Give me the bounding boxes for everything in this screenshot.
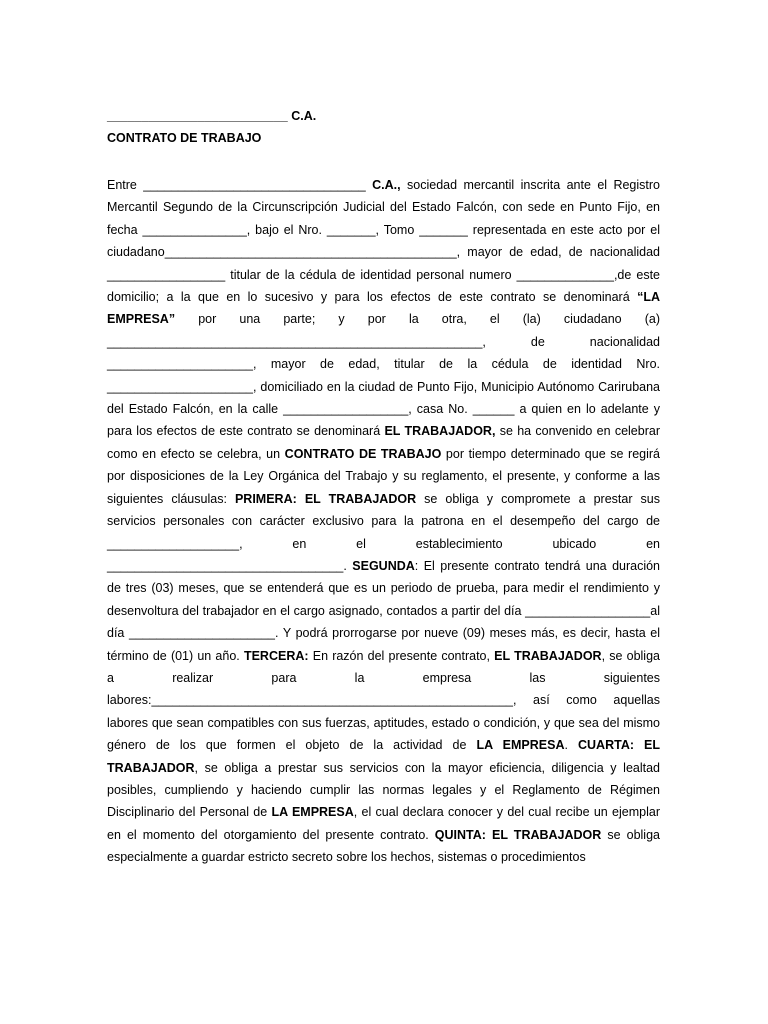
paragraph-text: se obliga y compromete a prestar sus servicios personales con carácter exclusivo para la patrona en el desempeño del cargo de ___________________, en el establecimiento ubicado en __________________________________. bbox=[107, 491, 660, 573]
paragraph-text: , se obliga a realizar para la empresa las siguientes labores:____________________________________________________, así como aquellas labores que sean compatibles con sus fuerzas, aptitudes, estado o condición, y que sea del mismo género de los que formen el objeto de la actividad de bbox=[107, 648, 660, 753]
bold-term: EL TRABAJADOR bbox=[494, 648, 602, 663]
paragraph-text: por una parte; y por la otra, el (la) ciudadano (a) ______________________________________________________, de nacionalidad _____________________, mayor de edad, titular de la cédula de identidad Nro. _____________________, domiciliado en la ciudad de Punto Fijo, Municipio Autónomo Carirubana del Estado Falcón, en la calle __________________, casa No. ______ a quien en lo adelante y para los efectos de este contrato se denominará bbox=[107, 312, 660, 439]
company-header: __________________________ C.A. bbox=[107, 109, 317, 123]
bold-term: QUINTA: EL TRABAJADOR bbox=[434, 827, 602, 842]
bold-term: CONTRATO DE TRABAJO bbox=[284, 446, 442, 461]
paragraph-text: , se obliga a prestar sus servicios con la mayor eficiencia, diligencia y lealtad posibles, cumpliendo y haciendo cumplir las normas legales y el Reglamento de Régimen Disciplinario del Personal de bbox=[107, 760, 660, 820]
paragraph-text: se obliga especialmente a guardar estricto secreto sobre los hechos, sistemas o procedimientos bbox=[107, 827, 660, 865]
bold-term: “LA EMPRESA” bbox=[107, 290, 660, 327]
bold-term: LA EMPRESA bbox=[271, 805, 354, 820]
paragraph-text: En razón del presente contrato, bbox=[308, 648, 495, 663]
bold-term: SEGUNDA bbox=[352, 558, 415, 573]
contract-body bbox=[107, 174, 660, 869]
paragraph-text: se ha convenido en celebrar como en efecto se celebra, un bbox=[107, 424, 660, 461]
paragraph-text: por tiempo determinado que se regirá por disposiciones de la Ley Orgánica del Trabajo y su reglamento, el presente, y conforme a las siguientes cláusulas: bbox=[107, 446, 660, 506]
paragraph-text: . bbox=[564, 738, 578, 753]
document-title: CONTRATO DE TRABAJO bbox=[107, 131, 262, 145]
paragraph-text: : El presente contrato tendrá una duración de tres (03) meses, que se entenderá que es un periodo de prueba, para medir el rendimiento y desenvoltura del trabajador en el cargo asignado, contados a partir del día __________________al día _____________________. Y podrá prorrogarse por nueve (09) meses más, es decir, hasta el término de (01) un año. bbox=[107, 558, 661, 663]
bold-term: TERCERA: bbox=[243, 648, 309, 663]
paragraph-text: sociedad mercantil inscrita ante el Registro Mercantil Segundo de la Circunscripción Judicial del Estado Falcón, con sede en Punto Fijo, en fecha _______________, bajo el Nro. _______, Tomo _______ representada en este acto por el ciudadano__________________________________________, mayor de edad, de nacionalidad _________________ titular de la cédula de identidad personal numero ______________,de este domicilio; a la que en lo sucesivo y para los efectos de este contrato se denominará bbox=[107, 178, 660, 305]
bold-term: EL TRABAJADOR, bbox=[384, 424, 496, 439]
bold-term: CUARTA: EL TRABAJADOR bbox=[107, 738, 660, 775]
paragraph-text: Entre ________________________________ bbox=[107, 178, 373, 192]
paragraph-text: , el cual declara conocer y del cual recibe un ejemplar en el momento del otorgamiento del presente contrato. bbox=[107, 805, 660, 842]
bold-term: PRIMERA: EL TRABAJADOR bbox=[234, 491, 417, 506]
bold-term: C.A., bbox=[372, 178, 401, 192]
bold-term: LA EMPRESA bbox=[476, 738, 565, 753]
